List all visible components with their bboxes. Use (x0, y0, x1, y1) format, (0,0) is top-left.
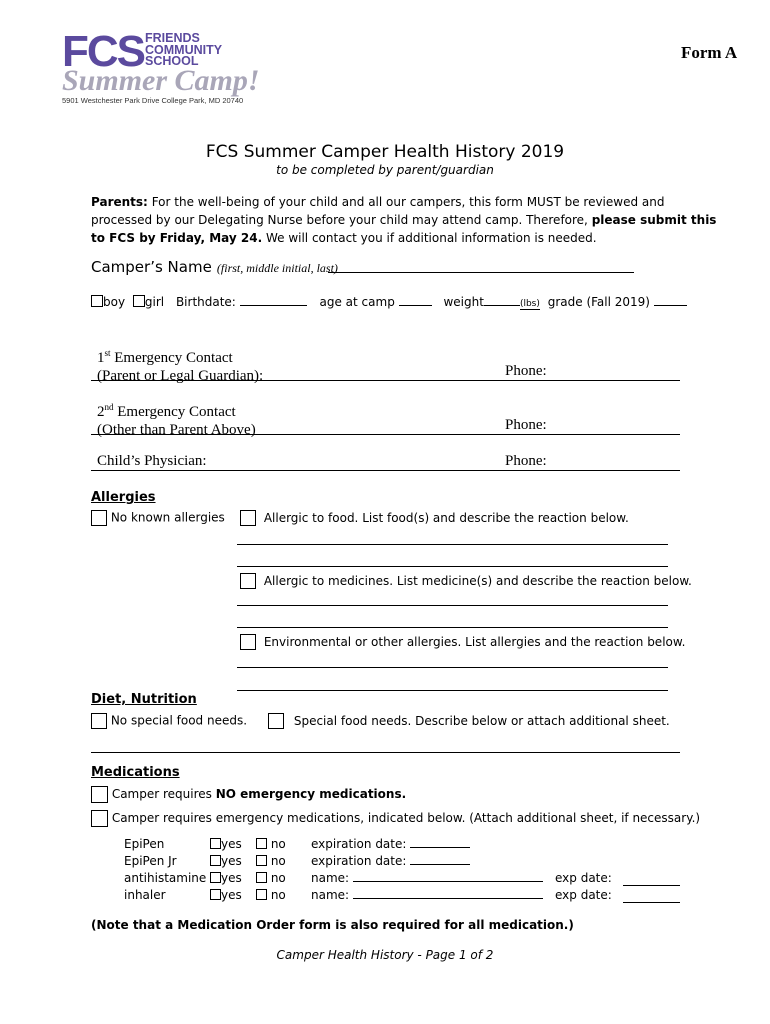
medication-order-note: (Note that a Medication Order form is also required for all medication.) (91, 918, 574, 932)
parents-label: Parents: (91, 195, 148, 209)
exp-date-label: exp date: (555, 888, 612, 902)
med-name-field[interactable] (353, 898, 543, 899)
no-emergency-meds-emphasis: NO emergency medications. (215, 787, 407, 801)
med-yes-option (210, 888, 242, 902)
expiration-label: expiration date: (311, 854, 407, 868)
intro-line: For the well-being of your child and all our campers, this form MUST be reviewed and (151, 195, 665, 209)
med-no-label: no (270, 837, 286, 851)
med-name: EpiPen (124, 837, 165, 851)
physician-phone-label: Phone: (505, 453, 547, 469)
emergency-meds-checkbox[interactable] (91, 810, 108, 827)
contact-number: 1 (97, 350, 105, 366)
contact-number: 2 (97, 404, 105, 420)
page-title: FCS Summer Camper Health History 2019 (205, 142, 565, 162)
med-name: antihistamine (124, 871, 207, 885)
campers-name-label: Camper’s Name (91, 258, 212, 276)
med-name-label: name: (311, 871, 350, 885)
med-name-label: name: (311, 888, 350, 902)
exp-date-field[interactable] (623, 902, 680, 903)
birthdate-field[interactable] (240, 305, 307, 306)
logo-school-name (145, 33, 222, 68)
med-no-option (256, 871, 286, 885)
food-allergy-option (240, 510, 629, 526)
med-name-field-row (311, 888, 543, 902)
medicine-allergy-line[interactable] (237, 627, 668, 628)
med-yes-label: yes (221, 837, 242, 851)
demographics-row (91, 295, 687, 309)
contact-ordinal: nd (104, 402, 114, 412)
logo-summer-camp: Summer Camp! (62, 64, 260, 97)
weight-field[interactable] (484, 305, 520, 306)
first-emergency-contact-label (97, 344, 263, 385)
logo-fcs: FCS (62, 27, 144, 76)
no-known-allergies-option (91, 510, 225, 526)
contact-label: Emergency Contact (114, 350, 233, 366)
expiration-date-field[interactable] (410, 864, 470, 865)
second-emergency-contact-label (97, 398, 256, 439)
school-address: 5901 Westchester Park Drive College Park, MD 20740 (62, 96, 244, 105)
medicine-allergy-label: Allergic to medicines. List medicine(s) and describe the reaction below. (263, 573, 692, 588)
expiration-date-field[interactable] (410, 847, 470, 848)
no-allergies-checkbox[interactable] (91, 510, 107, 526)
med-name-field-row (311, 871, 543, 885)
med-name: inhaler (124, 888, 166, 902)
special-food-option (268, 713, 670, 729)
medicine-allergy-line[interactable] (237, 605, 668, 606)
intro-line: processed by our Delegating Nurse before your child may attend camp. Therefore, (91, 213, 588, 227)
intro-emphasis: please submit this (591, 213, 717, 227)
expiration-field-row (311, 854, 470, 868)
campers-name-field[interactable] (328, 272, 634, 273)
logo-word: SCHOOL (145, 54, 199, 68)
med-yes-checkbox[interactable] (210, 889, 221, 900)
no-special-food-label: No special food needs. (110, 713, 248, 728)
med-no-option (256, 854, 286, 868)
intro-paragraph (91, 193, 716, 247)
grade-label: grade (Fall 2019) (547, 295, 650, 309)
campers-name-hint: (first, middle initial, last) (216, 261, 338, 275)
environmental-allergy-option (240, 634, 685, 650)
food-allergy-line[interactable] (237, 544, 668, 545)
environmental-allergy-line[interactable] (237, 690, 668, 691)
boy-checkbox[interactable] (91, 295, 103, 307)
special-food-line[interactable] (91, 752, 680, 753)
expiration-label: expiration date: (311, 837, 407, 851)
med-no-label: no (270, 888, 286, 902)
no-emergency-meds-checkbox[interactable] (91, 786, 108, 803)
special-food-checkbox[interactable] (268, 713, 284, 729)
no-special-food-checkbox[interactable] (91, 713, 107, 729)
emergency-meds-option (91, 810, 700, 827)
form-label: Form A (681, 43, 738, 62)
medications-heading: Medications (91, 765, 180, 780)
environmental-allergy-checkbox[interactable] (240, 634, 256, 650)
environmental-allergy-line[interactable] (237, 667, 668, 668)
second-contact-field[interactable] (91, 434, 680, 435)
contact-ordinal: st (104, 348, 111, 358)
second-contact-phone-label: Phone: (505, 417, 547, 433)
med-yes-label: yes (221, 871, 242, 885)
physician-label: Child’s Physician: (97, 453, 207, 469)
girl-label: girl (144, 295, 165, 309)
med-no-checkbox[interactable] (256, 889, 267, 900)
expiration-field-row (311, 837, 470, 851)
lbs-unit: (lbs) (519, 299, 540, 309)
intro-line: We will contact you if additional information is needed. (265, 231, 597, 245)
emergency-meds-label: Camper requires emergency medications, indicated below. (Attach additional sheet, if necessary.) (111, 811, 701, 825)
med-yes-checkbox[interactable] (210, 872, 221, 883)
contact-sub-label: (Other than Parent Above) (97, 422, 256, 438)
no-emergency-meds-option (91, 786, 406, 803)
birthdate-label: Birthdate: (175, 295, 236, 309)
age-field[interactable] (399, 305, 432, 306)
logo-word: COMMUNITY (145, 42, 223, 57)
med-yes-label: yes (221, 854, 242, 868)
page-footer: Camper Health History - Page 1 of 2 (276, 948, 494, 962)
med-no-label: no (270, 871, 286, 885)
weight-label: weight (443, 295, 484, 309)
exp-date-field[interactable] (623, 885, 680, 886)
no-emergency-meds-label: Camper requires (111, 787, 212, 801)
first-contact-phone-label: Phone: (505, 363, 547, 379)
grade-field[interactable] (654, 305, 687, 306)
contact-sub-label: (Parent or Legal Guardian): (97, 368, 264, 384)
med-yes-checkbox[interactable] (210, 838, 221, 849)
med-no-checkbox[interactable] (256, 838, 267, 849)
no-allergies-label: No known allergies (110, 510, 225, 525)
med-no-label: no (270, 854, 286, 868)
contact-label: Emergency Contact (117, 404, 236, 420)
girl-checkbox[interactable] (133, 295, 145, 307)
campers-name-row (91, 257, 338, 276)
no-special-food-option (91, 713, 247, 729)
food-allergy-label: Allergic to food. List food(s) and describe the reaction below. (263, 510, 629, 525)
page-subtitle: to be completed by parent/guardian (276, 163, 494, 177)
age-label: age at camp (319, 295, 395, 309)
food-allergy-line[interactable] (237, 566, 668, 567)
med-yes-checkbox[interactable] (210, 855, 221, 866)
food-allergy-checkbox[interactable] (240, 510, 256, 526)
medicine-allergy-checkbox[interactable] (240, 573, 256, 589)
med-name: EpiPen Jr (124, 854, 177, 868)
med-no-option (256, 888, 286, 902)
allergies-heading: Allergies (91, 490, 156, 505)
med-no-checkbox[interactable] (256, 872, 267, 883)
intro-deadline: to FCS by Friday, May 24. (91, 231, 263, 245)
environmental-allergy-label: Environmental or other allergies. List allergies and the reaction below. (263, 634, 686, 649)
med-no-checkbox[interactable] (256, 855, 267, 866)
med-name-field[interactable] (353, 881, 543, 882)
med-yes-label: yes (221, 888, 242, 902)
boy-label: boy (103, 295, 126, 309)
special-food-label: Special food needs. Describe below or attach additional sheet. (293, 713, 670, 728)
physician-field[interactable] (91, 470, 680, 471)
med-no-option (256, 837, 286, 851)
exp-date-label: exp date: (555, 871, 612, 885)
medicine-allergy-option (240, 573, 692, 589)
med-yes-option (210, 837, 242, 851)
diet-heading: Diet, Nutrition (91, 692, 197, 707)
first-contact-field[interactable] (91, 380, 680, 381)
med-yes-option (210, 871, 242, 885)
med-yes-option (210, 854, 242, 868)
logo-word: FRIENDS (145, 31, 200, 45)
